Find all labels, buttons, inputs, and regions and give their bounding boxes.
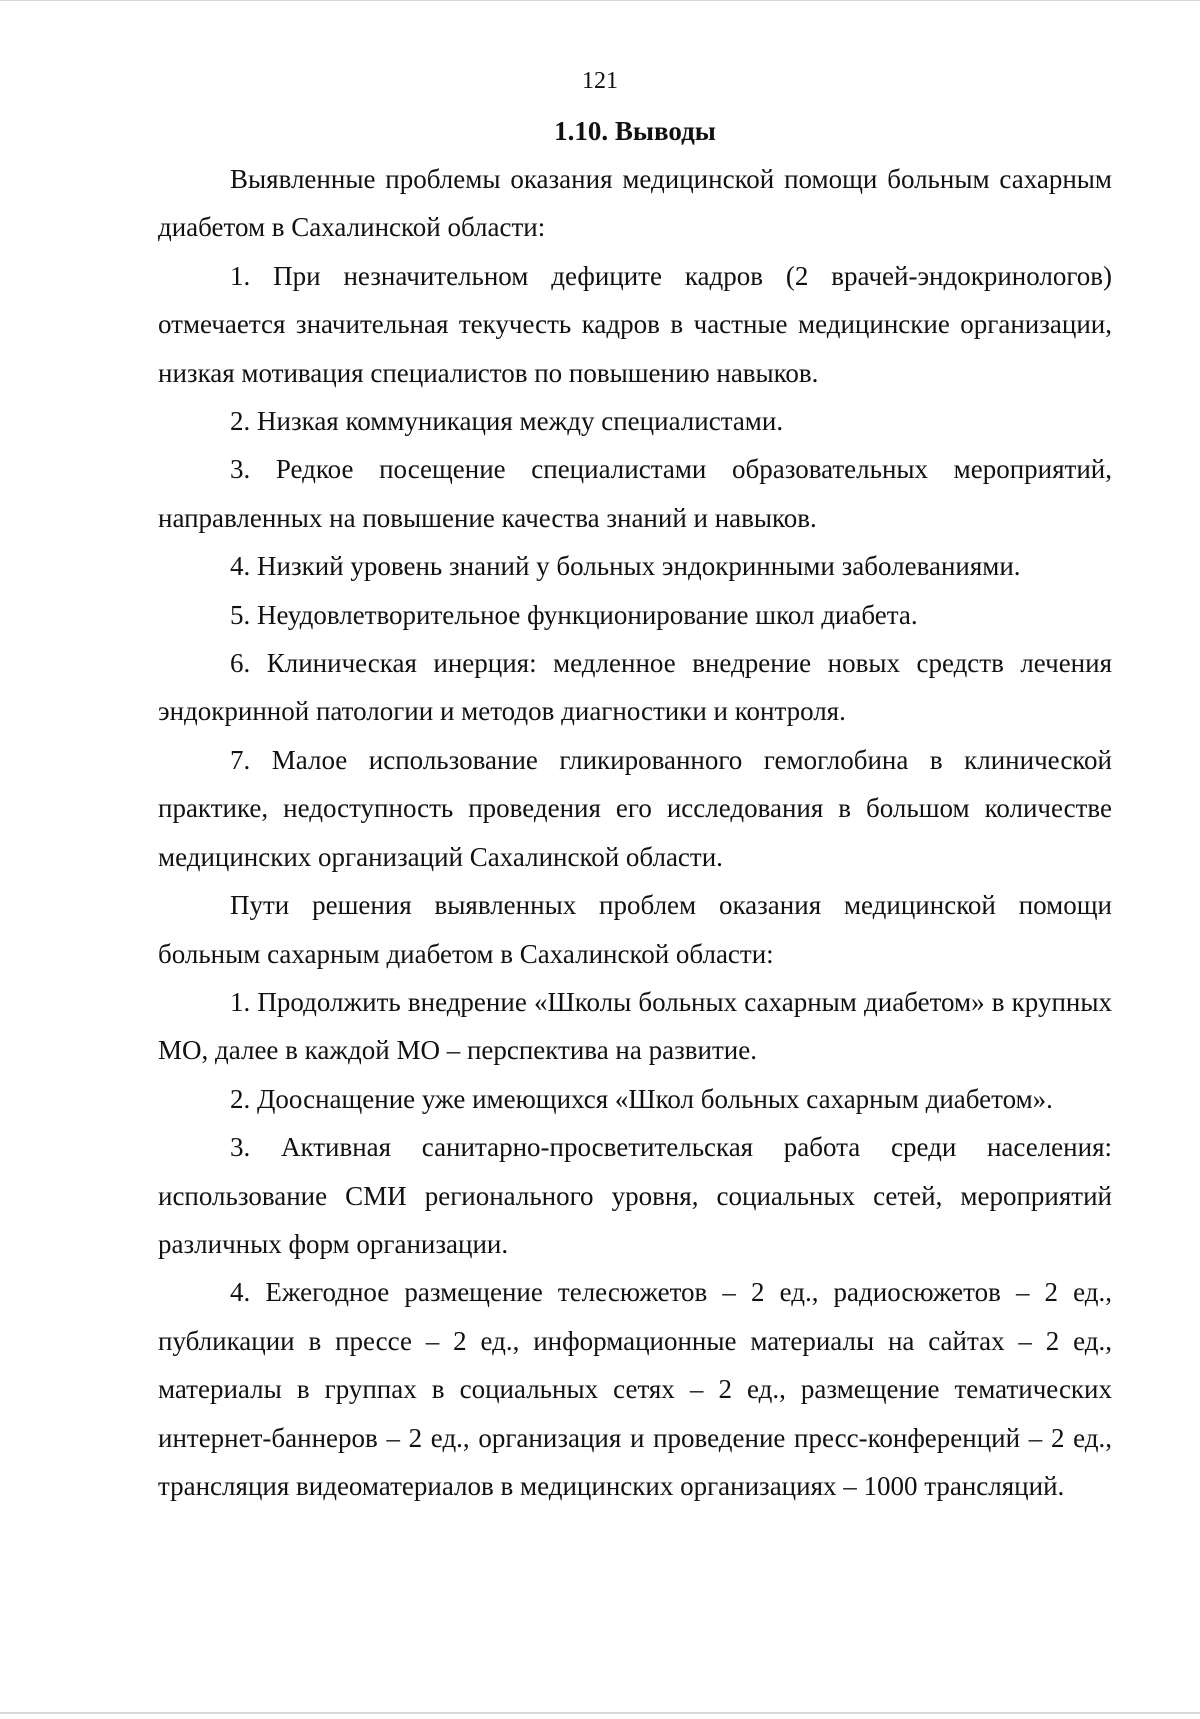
paragraph-problem-6: 6. Клиническая инерция: медленное внедрение новых средств лечения эндокринной патологии и методов диагностики и контроля. xyxy=(158,648,1112,727)
paragraph-solution-4: 4. Ежегодное размещение телесюжетов – 2 ед., радиосюжетов – 2 ед., публикации в прессе – 2 ед., информационные материалы на сайтах – 2 ед., материалы в группах в социальных сетях – 2 ед., размещение тематических интернет-баннеров – 2 ед., организация и проведение пресс-конференций – 2 ед., трансляция видеоматериалов в медицинских организациях – 1000 трансляций. xyxy=(158,1277,1112,1501)
paragraph-solution-3: 3. Активная санитарно-просветительская работа среди населения: использование СМИ регионального уровня, социальных сетей, мероприятий различных форм организации. xyxy=(158,1132,1112,1259)
paragraph-solution-1: 1. Продолжить внедрение «Школы больных сахарным диабетом» в крупных МО, далее в каждой МО – перспектива на развитие. xyxy=(158,986,1112,1066)
body-text xyxy=(158,155,1112,1510)
paragraph-problem-5: 5. Неудовлетворительное функционирование школ диабета. xyxy=(230,599,918,630)
paragraph-problem-3: 3. Редкое посещение специалистами образовательных мероприятий, направленных на повышение качества знаний и навыков. xyxy=(158,454,1112,533)
section-heading: 1.10. Выводы xyxy=(554,116,716,146)
paragraph-intro-problems: Выявленные проблемы оказания медицинской помощи больным сахарным диабетом в Сахалинской области: xyxy=(158,164,1112,243)
scan-edge-top xyxy=(0,0,1200,1)
scan-edge-bottom xyxy=(0,1712,1200,1714)
paragraph-solution-2: 2. Дооснащение уже имеющихся «Школ больных сахарным диабетом». xyxy=(230,1083,1053,1114)
paragraph-problem-7: 7. Малое использование гликированного гемоглобина в клинической практике, недоступность проведения его исследования в большом количестве медицинских организаций Сахалинской области. xyxy=(158,744,1112,872)
paragraph-problem-1: 1. При незначительном дефиците кадров (2 врачей-эндокринологов) отмечается значительная текучесть кадров в частные медицинские организации, низкая мотивация специалистов по повышению навыков. xyxy=(158,260,1112,388)
paragraph-problem-2: 2. Низкая коммуникация между специалистами. xyxy=(230,406,784,437)
page-number: 121 xyxy=(582,68,618,94)
paragraph-problem-4: 4. Низкий уровень знаний у больных эндокринными заболеваниями. xyxy=(230,551,1021,582)
paragraph-intro-solutions: Пути решения выявленных проблем оказания медицинской помощи больным сахарным диабетом в Сахалинской области: xyxy=(158,890,1112,969)
